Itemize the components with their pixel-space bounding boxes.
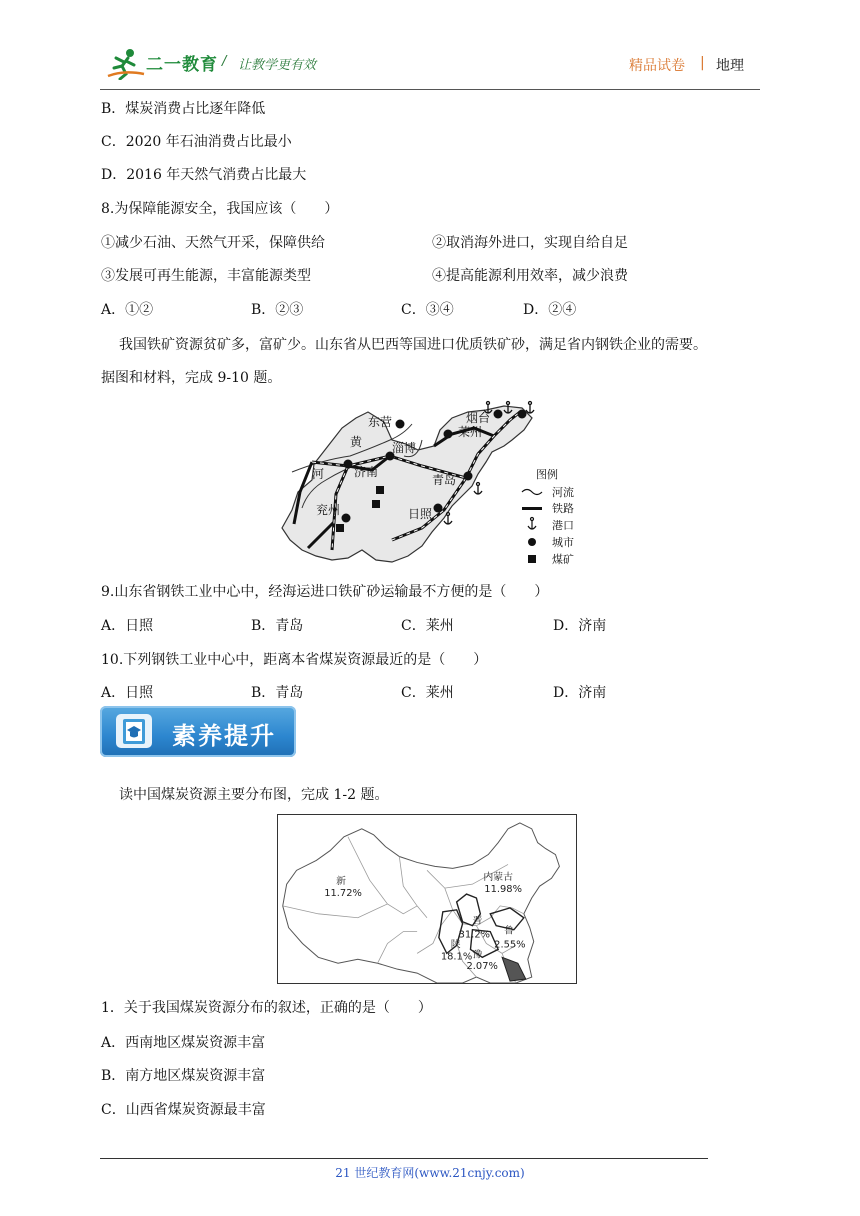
q7-option-b: B．煤炭消费占比逐年降低 xyxy=(101,101,266,117)
footer-text: 21 世纪教育网(www.21cnjy.com) xyxy=(335,1166,525,1180)
q10-stem: 10.下列钢铁工业中心中，距离本省煤炭资源最近的是（ ） xyxy=(101,652,488,668)
city-dot-rizhao xyxy=(434,504,443,513)
map2-region-pct: 31.2% xyxy=(458,929,490,941)
q8-option-d: D．②④ xyxy=(523,302,577,318)
header-separator: | xyxy=(700,55,705,71)
header-label: 精品试卷 xyxy=(629,58,685,74)
anchor-icon xyxy=(474,483,482,495)
q9-option-d: D．济南 xyxy=(553,618,607,634)
q9-option-c: C．莱州 xyxy=(401,618,454,634)
q8-stem: 8.为保障能源安全，我国应该（ ） xyxy=(101,201,339,217)
city-dot-weihai xyxy=(518,410,527,419)
legend-title: 图例 xyxy=(536,468,558,481)
map2-region-pct: 2.07% xyxy=(466,961,498,973)
shandong-map xyxy=(272,400,612,572)
q10-option-d: D．济南 xyxy=(553,685,607,701)
anchor-icon xyxy=(526,402,534,414)
map2-region-name: 内蒙古 xyxy=(483,872,513,884)
legend-city: 城市 xyxy=(552,536,574,549)
map2-region-pct: 2.55% xyxy=(494,939,526,951)
q9-option-b: B．青岛 xyxy=(251,618,304,634)
runner-logo-icon xyxy=(106,48,146,80)
q1-stem: 1．关于我国煤炭资源分布的叙述，正确的是（ ） xyxy=(101,1000,432,1016)
q9-option-a: A．日照 xyxy=(101,618,154,634)
map2-region-name: 豫 xyxy=(472,949,483,961)
header-subject: 地理 xyxy=(716,58,744,74)
graduation-book-icon xyxy=(116,714,152,748)
legend-railway: 铁路 xyxy=(552,502,574,515)
q1-option-c: C．山西省煤炭资源最丰富 xyxy=(101,1102,266,1118)
legend-river-symbol xyxy=(522,490,542,495)
china-coal-map xyxy=(277,814,577,984)
q8-statement-1: ①减少石油、天然气开采，保障供给 xyxy=(101,235,325,251)
q9-stem: 9.山东省钢铁工业中心中，经海运进口铁矿砂运输最不方便的是（ ） xyxy=(101,584,549,600)
footer-divider xyxy=(100,1158,708,1159)
q10-option-c: C．莱州 xyxy=(401,685,454,701)
logo-tagline: 让教学更有效 xyxy=(238,58,317,73)
label-zibo: 淄博 xyxy=(392,441,417,455)
coal-mine-1 xyxy=(376,486,384,494)
q1-option-b: B．南方地区煤炭资源丰富 xyxy=(101,1068,266,1084)
map2-region-name: 陕 xyxy=(450,939,461,951)
section-banner xyxy=(100,706,296,757)
legend-city-symbol xyxy=(528,538,536,546)
q8-option-b: B．②③ xyxy=(251,302,304,318)
coal-mine-2 xyxy=(372,500,380,508)
q7-option-d: D．2016 年天然气消费占比最大 xyxy=(101,167,307,183)
section2-intro: 读中国煤炭资源主要分布图，完成 1-2 题。 xyxy=(119,787,389,803)
legend-railway-symbol xyxy=(522,507,542,510)
label-rizhao: 日照 xyxy=(408,507,433,521)
q8-statement-3: ③发展可再生能源，丰富能源类型 xyxy=(101,268,311,284)
legend-coal: 煤矿 xyxy=(552,553,574,566)
legend-coal-symbol xyxy=(528,555,536,563)
map2-region-name: 新 xyxy=(336,876,346,888)
map2-region-pct: 11.72% xyxy=(324,888,362,900)
city-dot-laizhou xyxy=(444,430,453,439)
city-dot-jinan xyxy=(344,460,353,469)
q10-option-a: A．日照 xyxy=(101,685,154,701)
logo-slash: / xyxy=(222,54,227,69)
q8-statement-4: ④提高能源利用效率，减少浪费 xyxy=(432,268,628,284)
material-line-2: 据图和材料，完成 9-10 题。 xyxy=(101,370,282,386)
map2-region-pct: 18.1% xyxy=(440,951,473,963)
label-dongying: 东营 xyxy=(368,415,393,429)
banner-title: 素养提升 xyxy=(172,722,276,750)
label-river-huang: 黄 xyxy=(350,435,363,449)
q7-option-c: C．2020 年石油消费占比最小 xyxy=(101,134,292,150)
map2-region-name: 鲁 xyxy=(504,925,514,937)
city-dot-yantai xyxy=(494,410,503,419)
legend-port-symbol xyxy=(528,518,536,530)
q1-option-a: A．西南地区煤炭资源丰富 xyxy=(101,1035,266,1051)
logo-text: 二一教育 xyxy=(146,55,218,75)
city-dot-yanzhou xyxy=(342,514,351,523)
map2-region-name: 晋 xyxy=(472,915,483,927)
map1-legend xyxy=(522,467,574,566)
coal-mine-3 xyxy=(336,524,344,532)
label-river-he: 河 xyxy=(312,467,325,481)
q8-option-c: C．③④ xyxy=(401,302,454,318)
legend-river: 河流 xyxy=(552,486,574,499)
label-qingdao: 青岛 xyxy=(432,473,457,487)
q8-statement-2: ②取消海外进口，实现自给自足 xyxy=(432,235,628,251)
label-yantai: 烟台 xyxy=(466,411,491,425)
label-yanzhou: 兖州 xyxy=(316,503,341,517)
q8-option-a: A．①② xyxy=(101,302,154,318)
material-line-1: 我国铁矿资源贫矿多，富矿少。山东省从巴西等国进口优质铁矿砂，满足省内钢铁企业的需要。 xyxy=(119,337,707,353)
header-divider xyxy=(100,89,760,90)
label-jinan: 济南 xyxy=(354,465,379,479)
label-laizhou: 莱州 xyxy=(458,425,483,439)
legend-port: 港口 xyxy=(552,519,574,532)
q10-option-b: B．青岛 xyxy=(251,685,304,701)
map2-region-pct: 11.98% xyxy=(484,884,522,896)
city-dot-qingdao xyxy=(464,472,473,481)
city-dot-dongying xyxy=(396,420,405,429)
